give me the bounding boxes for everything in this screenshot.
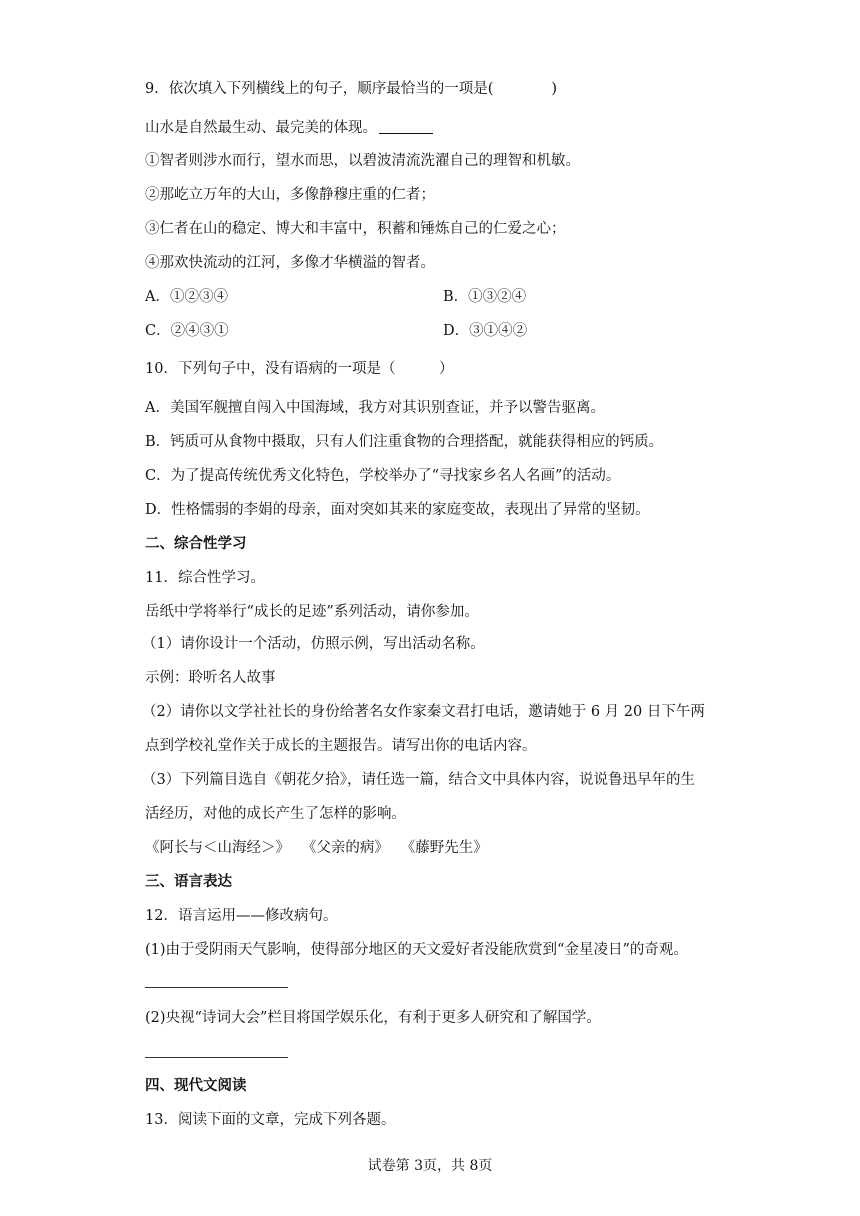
q9-option-b: B．①③②④ [443, 289, 527, 305]
q12-answer-line-1 [145, 987, 288, 988]
q12-sentence-1: (1)由于受阴雨天气影响，使得部分地区的天文爱好者没能欣赏到“金星凌日”的奇观。 [145, 942, 688, 958]
q10-stem: 10．下列句子中，没有语病的一项是（ ） [145, 361, 454, 377]
q9-lead: 山水是自然最生动、最完美的体现。 [145, 120, 377, 136]
q12-sentence-2: (2)央视“诗词大会”栏目将国学娱乐化，有利于更多人研究和了解国学。 [145, 1010, 601, 1026]
q11-intro: 岳纸中学将举行“成长的足迹”系列活动，请你参加。 [145, 604, 479, 620]
q11-part-3-line-2: 活经历，对他的成长产生了怎样的影响。 [145, 806, 406, 822]
q10-option-a: A．美国军舰擅自闯入中国海域，我方对其识别查证，并予以警告驱离。 [145, 400, 605, 416]
q10-option-b: B．钙质可从食物中摄取，只有人们注重食物的合理搭配，就能获得相应的钙质。 [145, 434, 664, 450]
q9-option-a: A．①②③④ [145, 289, 228, 305]
q11-part-2-line-1: （2）请你以文学社社长的身份给著名女作家秦文君打电话，邀请她于 6 月 20 日下午两 [142, 704, 705, 720]
section-heading-3: 三、语言表达 [145, 873, 232, 890]
q9-option-d: D．③①④② [443, 323, 528, 339]
q11-example: 示例：聆听名人故事 [145, 670, 276, 686]
q10-option-d: D．性格懦弱的李娟的母亲，面对突如其来的家庭变故，表现出了异常的坚韧。 [145, 502, 650, 518]
q12-answer-line-2 [145, 1057, 288, 1058]
q12-stem: 12．语言运用——修改病句。 [145, 908, 338, 924]
q9-lead-line [145, 118, 780, 138]
q9-stem: 9．依次填入下列横线上的句子，顺序最恰当的一项是( ) [145, 81, 558, 97]
q11-part-3-line-1: （3）下列篇目选自《朝花夕拾》，请任选一篇，结合文中具体内容，说说鲁迅早年的生 [142, 772, 695, 788]
q11-part-1: （1）请你设计一个活动，仿照示例，写出活动名称。 [142, 636, 485, 652]
q9-item-4: ④那欢快流动的江河，多像才华横溢的智者。 [145, 255, 435, 271]
q11-part-2-line-2: 点到学校礼堂作关于成长的主题报告。请写出你的电话内容。 [145, 738, 537, 754]
q13-stem: 13．阅读下面的文章，完成下列各题。 [145, 1112, 396, 1128]
q11-titles: 《阿长与＜山海经＞》 《父亲的病》 《藤野先生》 [145, 840, 488, 856]
q9-item-2: ②那屹立万年的大山，多像静穆庄重的仁者； [145, 187, 435, 203]
section-heading-2: 二、综合性学习 [145, 535, 247, 552]
q11-stem: 11．综合性学习。 [145, 570, 265, 586]
q9-answer-blank [379, 119, 433, 134]
q9-item-3: ③仁者在山的稳定、博大和丰富中，积蓄和锤炼自己的仁爱之心； [145, 221, 566, 237]
page-footer: 试卷第 3页，共 8页 [367, 1158, 493, 1174]
section-heading-4: 四、现代文阅读 [145, 1077, 247, 1094]
q10-option-c: C．为了提高传统优秀文化特色，学校举办了“寻找家乡名人名画”的活动。 [145, 468, 621, 484]
q9-item-1: ①智者则涉水而行，望水而思，以碧波清流洗濯自己的理智和机敏。 [145, 153, 580, 169]
q9-option-c: C．②④③① [145, 323, 229, 339]
